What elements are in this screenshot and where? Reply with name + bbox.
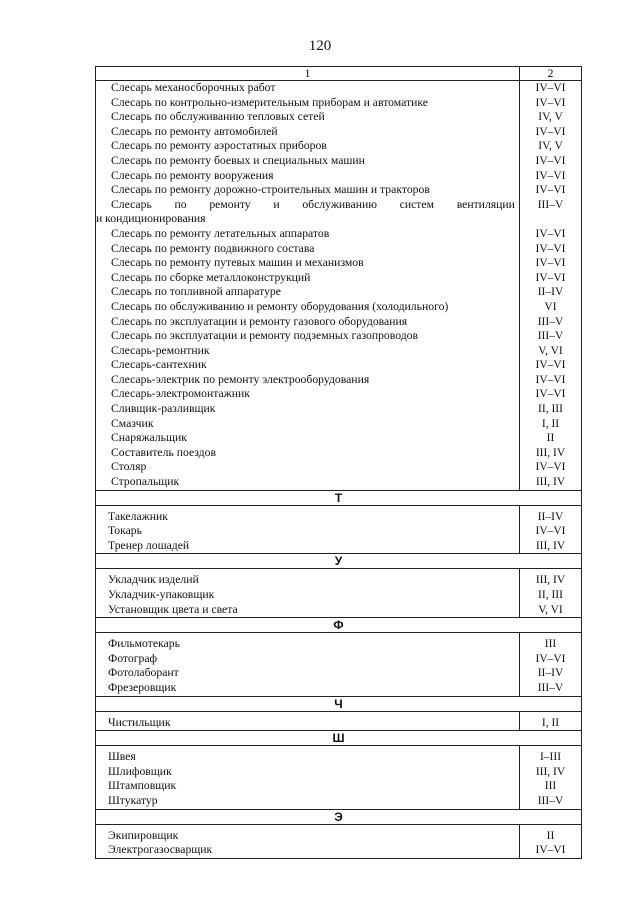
list-item: Шлифовщик [108, 764, 172, 778]
grade-code: III, IV [535, 446, 566, 459]
list-item: Слесарь по ремонту аэростатных приборов [111, 139, 327, 153]
grade-code: V, VI [538, 344, 563, 357]
list-item: Штукатур [108, 793, 158, 807]
header-col-1: 1 [96, 67, 520, 80]
grade-code: II, III [538, 403, 563, 416]
section-letter: Ш [96, 730, 581, 746]
word: ремонту [209, 197, 251, 211]
list-item: Слесарь по эксплуатации и ремонту подземных газопроводов [111, 329, 419, 343]
grade-code: III–V [537, 330, 564, 343]
section-s-codes [520, 81, 581, 490]
list-item: Чистильщик [108, 715, 171, 729]
professions-table [95, 66, 582, 859]
list-item: Слесарь-электромонтажник [111, 387, 250, 401]
grade-code: III–V [537, 315, 564, 328]
word: по [174, 197, 187, 211]
letter-section [96, 712, 581, 731]
section-s-names [96, 81, 520, 490]
list-item: Установщик цвета и света [108, 602, 238, 616]
section-codes [520, 569, 581, 617]
grade-code: IV–VI [535, 169, 566, 182]
list-item: Сливщик-разливщик [111, 402, 216, 416]
section-letter: Т [96, 490, 581, 506]
section-codes [520, 633, 581, 695]
list-item: Штамповщик [108, 779, 177, 793]
section-names [96, 506, 520, 554]
grade-code: II [546, 829, 555, 842]
list-item: Слесарь механосборочных работ [111, 81, 276, 94]
list-item: Составитель поездов [111, 445, 216, 459]
section-letter: Ч [96, 696, 581, 712]
grade-code: IV, V [538, 140, 563, 153]
section-names [96, 746, 520, 808]
grade-code: IV–VI [535, 388, 566, 401]
grade-code: IV–VI [535, 125, 566, 138]
letter-section [96, 569, 581, 617]
grade-code: II, III [538, 589, 563, 601]
table-header [96, 66, 581, 81]
word: обслуживанию [302, 197, 377, 211]
grade-code: III [544, 780, 557, 793]
letter-section [96, 506, 581, 554]
letter-section [96, 633, 581, 695]
list-item: Смазчик [111, 416, 154, 430]
list-item: Фильмотекарь [108, 637, 180, 651]
list-item: Экипировщик [108, 828, 179, 842]
grade-code: III, IV [535, 539, 566, 552]
list-item: Слесарь-ремонтник [111, 343, 210, 357]
grade-code: III, IV [535, 574, 566, 587]
list-item: Стропальщик [111, 475, 180, 489]
grade-code: IV, V [538, 111, 563, 124]
grade-code: II [546, 432, 555, 445]
list-item: Слесарь-сантехник [111, 358, 207, 372]
letter-section [96, 825, 581, 859]
list-item: Швея [108, 750, 136, 764]
list-item: Укладчик изделий [108, 573, 199, 587]
grade-code-spacer [520, 212, 581, 227]
grade-code: IV–VI [535, 525, 566, 538]
grade-code: IV–VI [535, 82, 566, 94]
grade-code: VI [544, 300, 557, 313]
grade-code: IV–VI [535, 359, 566, 372]
grade-code: V, VI [538, 603, 563, 616]
grade-code: IV–VI [535, 461, 566, 474]
list-item-wrapped-line-2: и кондиционирования [96, 212, 206, 226]
word: систем [399, 197, 434, 211]
word: вентиляции [456, 197, 515, 211]
word: и [273, 197, 280, 211]
section-names [96, 825, 520, 858]
list-item: Слесарь по эксплуатации и ремонту газового оборудования [111, 314, 408, 328]
grade-code: III–V [537, 681, 564, 694]
list-item: Слесарь по ремонту автомобилей [111, 124, 278, 138]
list-item: Токарь [108, 524, 142, 538]
section-letter: У [96, 553, 581, 569]
grade-code: IV–VI [535, 271, 566, 284]
list-item: Слесарь-электрик по ремонту электрооборудования [111, 372, 370, 386]
grade-code: III–V [537, 198, 564, 211]
list-item: Слесарь по обслуживанию и ремонту оборудования (холодильного) [111, 299, 449, 313]
grade-code: III, IV [535, 476, 566, 489]
section-codes [520, 712, 581, 731]
list-item: Слесарь по топливной аппаратуре [111, 285, 281, 299]
list-item-wrapped-line-1 [96, 198, 519, 213]
list-item: Слесарь по ремонту дорожно-строительных машин и тракторов [111, 183, 430, 197]
grade-code: IV–VI [535, 242, 566, 255]
list-item: Слесарь по ремонту боевых и специальных машин [111, 153, 365, 167]
grade-code: IV–VI [535, 154, 566, 167]
grade-code: II–IV [537, 286, 564, 299]
list-item: Слесарь по ремонту путевых машин и механизмов [111, 256, 364, 270]
section-names [96, 712, 520, 731]
section-s [96, 81, 581, 490]
letter-section [96, 746, 581, 808]
list-item: Слесарь по ремонту летательных аппаратов [111, 226, 330, 240]
list-item: Столяр [111, 460, 147, 474]
grade-code: III, IV [535, 765, 566, 778]
list-item: Укладчик-упаковщик [108, 588, 215, 601]
grade-code: I, II [541, 417, 560, 430]
section-letter: Э [96, 809, 581, 825]
grade-code: IV–VI [535, 227, 566, 240]
list-item: Фрезеровщик [108, 680, 177, 694]
grade-code: IV–VI [535, 373, 566, 386]
list-item: Электрогазосварщик [108, 843, 213, 857]
section-codes [520, 746, 581, 808]
page-number: 120 [308, 38, 332, 54]
list-item: Слесарь по ремонту подвижного состава [111, 241, 315, 255]
grade-code: III [544, 638, 557, 651]
list-item: Фотограф [108, 651, 158, 665]
grade-code: IV–VI [535, 652, 566, 665]
section-codes [520, 825, 581, 858]
list-item: Слесарь по обслуживанию тепловых сетей [111, 110, 325, 124]
grade-code: I, II [541, 716, 560, 729]
grade-code: IV–VI [535, 844, 566, 857]
grade-code: IV–VI [535, 257, 566, 270]
grade-code: III–V [537, 794, 564, 807]
list-item: Слесарь по сборке металлоконструкций [111, 270, 311, 284]
grade-code: I–III [539, 751, 562, 764]
list-item: Фотолаборант [108, 666, 179, 680]
list-item: Слесарь по контрольно-измерительным приборам и автоматике [111, 95, 428, 109]
header-col-2: 2 [547, 66, 554, 80]
section-letter: Ф [96, 617, 581, 633]
list-item: Снаряжальщик [111, 431, 187, 445]
section-names [96, 569, 520, 617]
section-names [96, 633, 520, 695]
word: Слесарь [111, 197, 152, 211]
grade-code: II–IV [537, 667, 564, 680]
section-codes [520, 506, 581, 554]
grade-code: IV–VI [535, 184, 566, 197]
letter-sections [96, 490, 581, 859]
list-item: Слесарь по ремонту вооружения [111, 168, 274, 182]
grade-code: IV–VI [535, 96, 566, 109]
grade-code: II–IV [537, 510, 564, 523]
list-item: Такелажник [108, 509, 168, 523]
list-item: Тренер лошадей [108, 538, 190, 552]
